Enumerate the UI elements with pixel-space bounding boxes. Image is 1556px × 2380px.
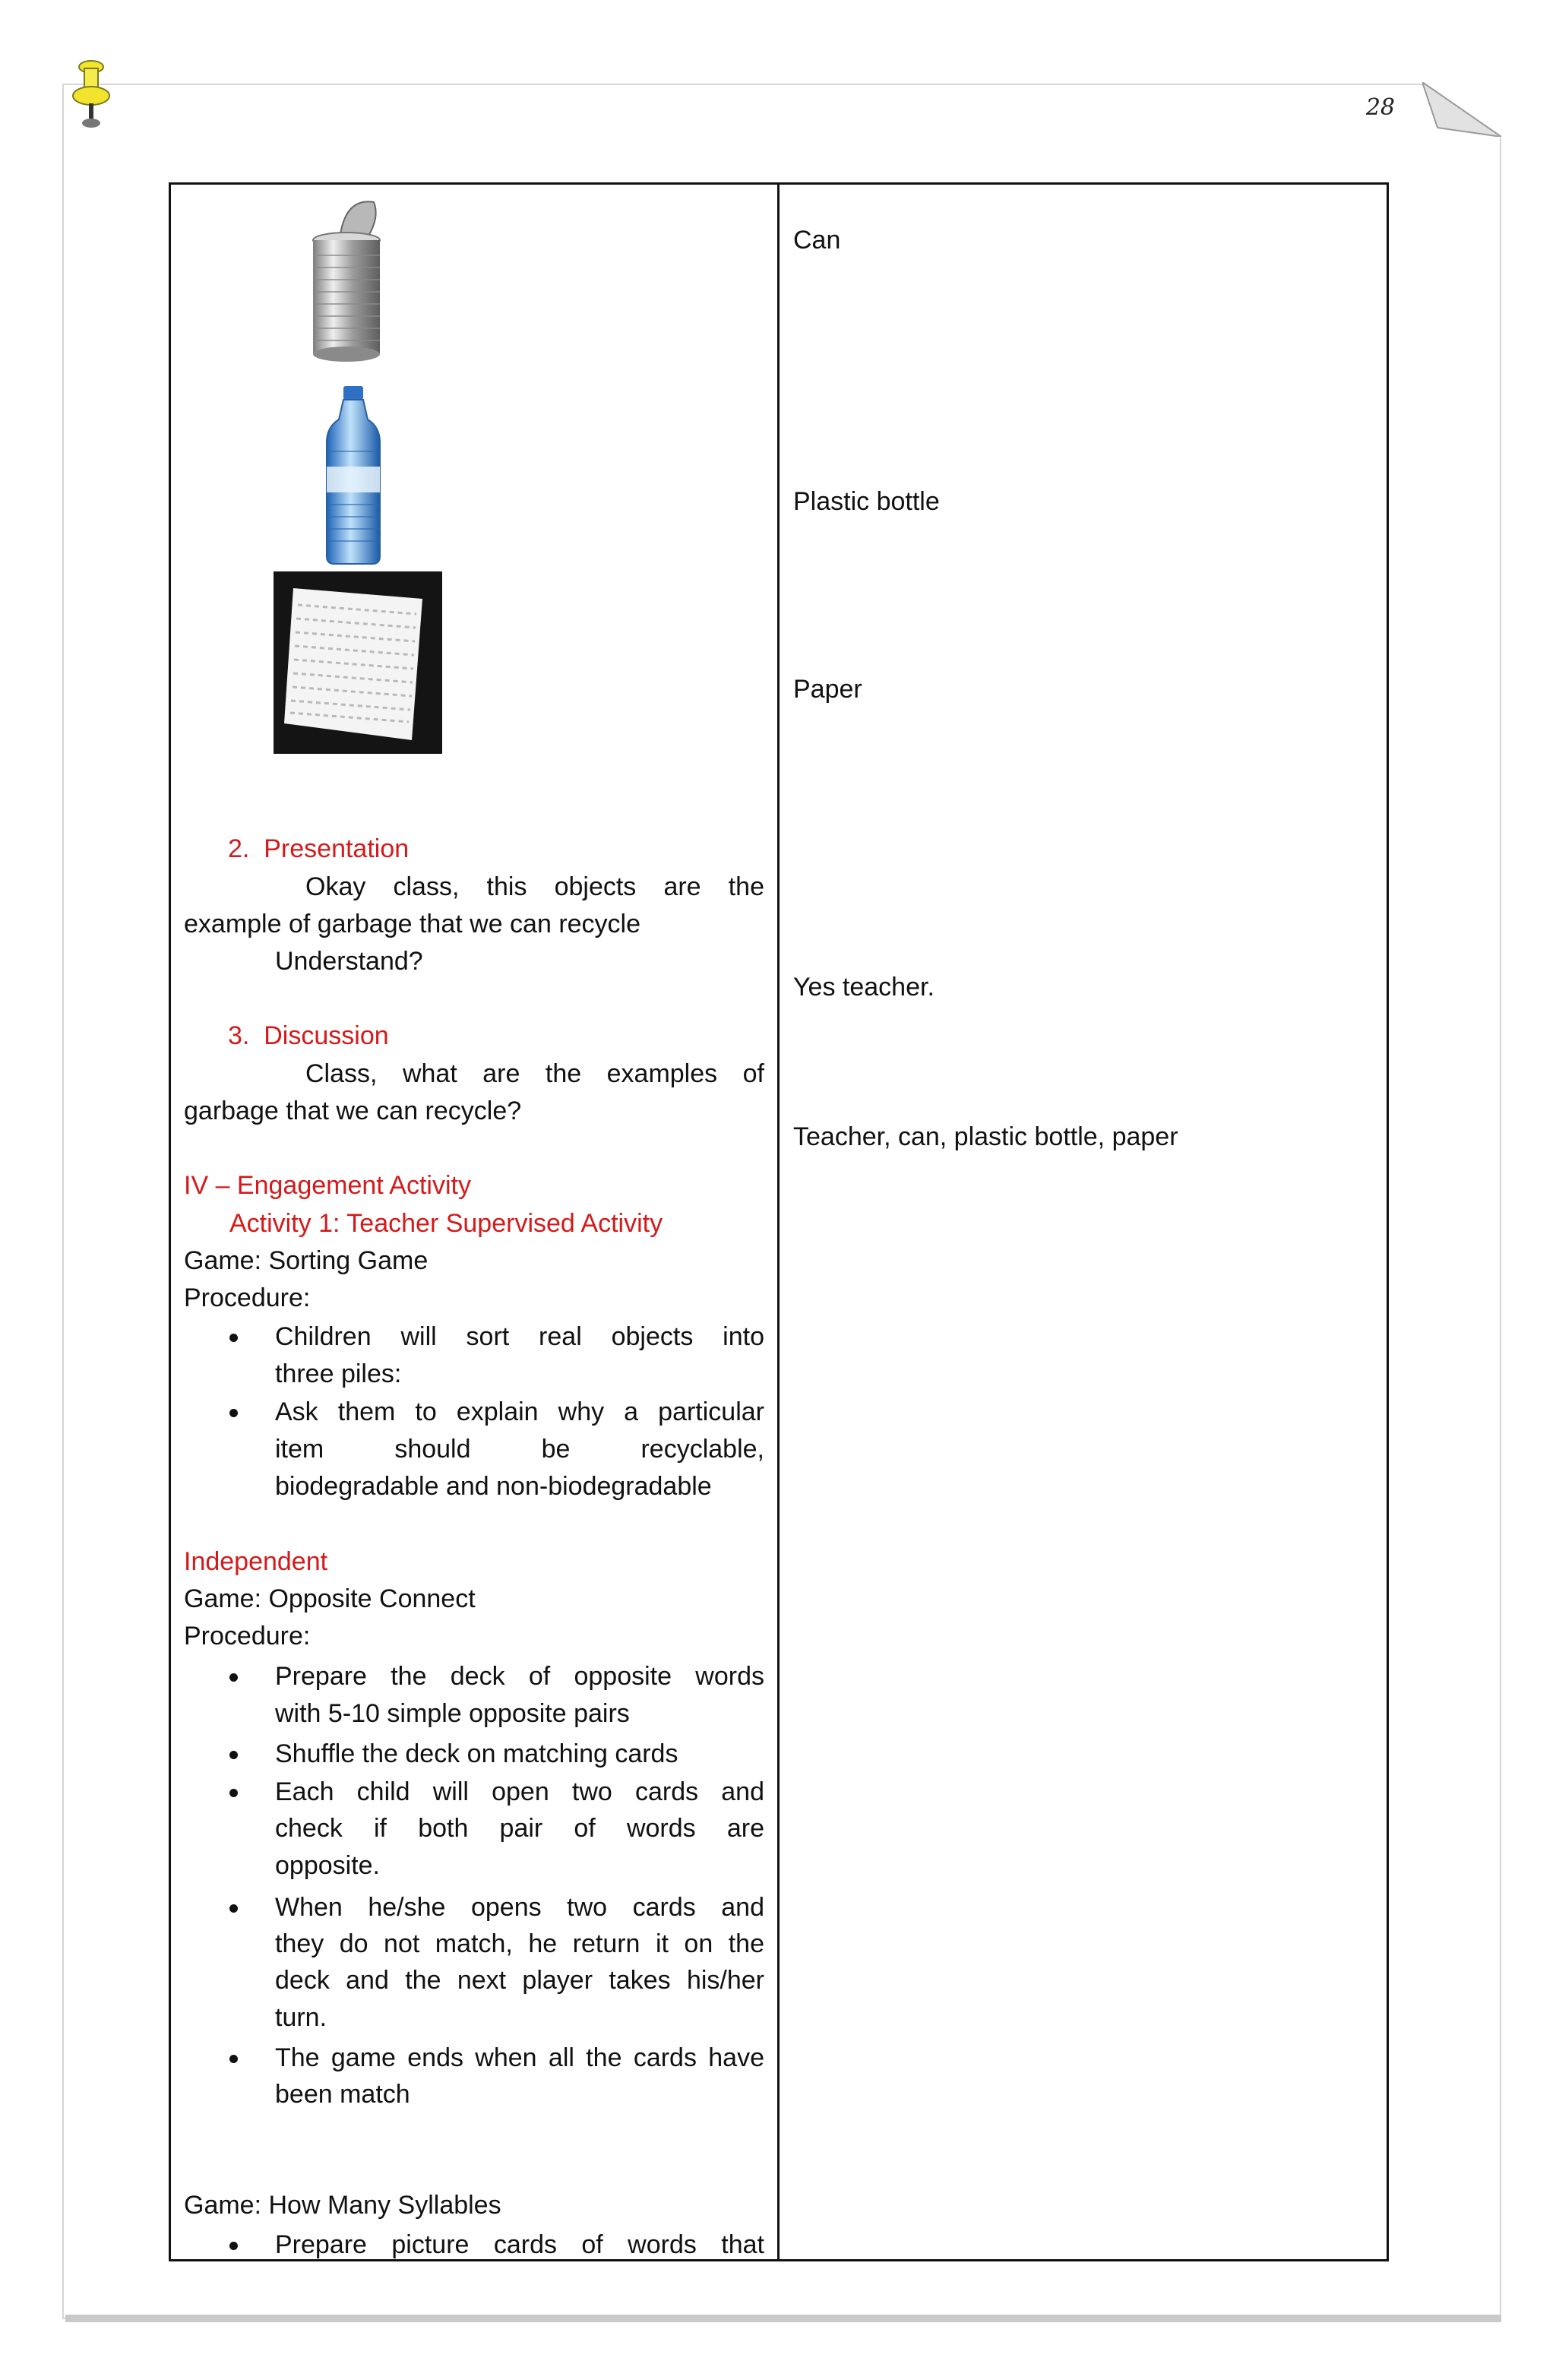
bullet-icon: [229, 1789, 238, 1797]
page-shadow: [65, 2315, 1501, 2322]
procedure-label-2: Procedure:: [184, 1622, 311, 1650]
presentation-heading: 2. Presentation: [228, 834, 410, 863]
page-number: 28: [1365, 94, 1395, 121]
tin-can-icon: [304, 195, 387, 369]
column-divider: [777, 182, 780, 2261]
bullet-6-line-2: they do not match, he return it on the: [275, 1929, 764, 1958]
game-how-many-syllables: Game: How Many Syllables: [184, 2191, 501, 2220]
bullet-6-line-1: When he/she opens two cards and: [275, 1893, 764, 1922]
discussion-line-1: Class, what are the examples of: [305, 1059, 764, 1088]
bullet-1-line-1: Children will sort real objects into: [275, 1322, 764, 1351]
bullet-3-line-1: Prepare the deck of opposite words: [275, 1662, 764, 1691]
bullet-8-line-1: Prepare picture cards of words that: [275, 2230, 764, 2259]
bullet-7-line-1: The game ends when all the cards have: [275, 2043, 764, 2072]
bullet-6-line-4: turn.: [275, 2003, 327, 2032]
bullet-icon: [229, 1751, 238, 1759]
bullet-5-line-1: Each child will open two cards and: [275, 1777, 764, 1806]
bullet-2-line-3: biodegradable and non-biodegradable: [275, 1472, 712, 1501]
bullet-icon: [229, 1673, 238, 1682]
bullet-3-line-2: with 5-10 simple opposite pairs: [275, 1699, 630, 1728]
bullet-5-line-3: opposite.: [275, 1851, 380, 1880]
bullet-icon: [229, 1409, 238, 1417]
procedure-label-1: Procedure:: [184, 1283, 311, 1312]
game-sorting: Game: Sorting Game: [184, 1246, 429, 1275]
answer-examples: Teacher, can, plastic bottle, paper: [793, 1122, 1178, 1151]
bullet-6-line-3: deck and the next player takes his/her: [275, 1966, 764, 1995]
presentation-line-3: Understand?: [275, 947, 423, 976]
bullet-2-line-2: item should be recyclable,: [275, 1435, 764, 1464]
bullet-1-line-2: three piles:: [275, 1359, 402, 1388]
bullet-icon: [229, 2055, 238, 2063]
activity-1-heading: Activity 1: Teacher Supervised Activity: [229, 1209, 663, 1238]
engagement-heading: IV – Engagement Activity: [184, 1171, 471, 1200]
bullet-icon: [229, 1334, 238, 1342]
answer-paper: Paper: [793, 675, 862, 704]
discussion-line-2: garbage that we can recycle?: [184, 1097, 522, 1125]
plastic-bottle-icon: [321, 383, 386, 567]
game-opposite-connect: Game: Opposite Connect: [184, 1584, 476, 1613]
bullet-7-line-2: been match: [275, 2080, 410, 2109]
presentation-line-1: Okay class, this objects are the: [305, 872, 764, 901]
push-pin-icon: [70, 59, 112, 131]
bullet-5-line-2: check if both pair of words are: [275, 1814, 764, 1843]
bullet-icon: [229, 2242, 238, 2250]
paper-sheet-icon: [274, 571, 442, 754]
folded-corner-icon: [1422, 82, 1501, 137]
bullet-2-line-1: Ask them to explain why a particular: [275, 1397, 764, 1426]
answer-plastic-bottle: Plastic bottle: [793, 487, 940, 516]
answer-yes-teacher: Yes teacher.: [793, 973, 935, 1002]
presentation-line-2: example of garbage that we can recycle: [184, 910, 641, 938]
discussion-heading: 3. Discussion: [228, 1021, 389, 1050]
independent-heading: Independent: [184, 1547, 328, 1576]
bullet-icon: [229, 1904, 238, 1913]
bullet-4-line-1: Shuffle the deck on matching cards: [275, 1739, 678, 1768]
answer-can: Can: [793, 226, 841, 255]
